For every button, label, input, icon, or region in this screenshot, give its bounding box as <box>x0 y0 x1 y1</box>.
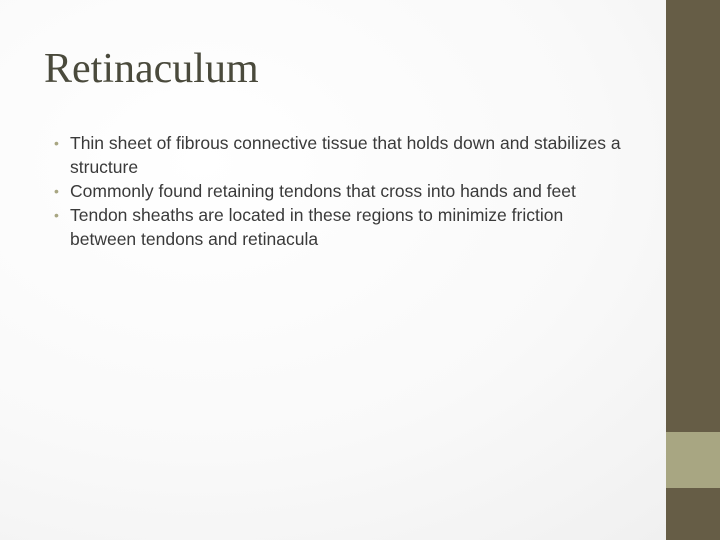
side-decoration-bar <box>666 0 720 540</box>
bullet-item <box>54 131 624 179</box>
bullet-dot-icon: • <box>54 183 59 199</box>
bullet-text: Tendon sheaths are located in these regions to minimize friction between tendons and retinacula <box>70 205 564 249</box>
bullet-item <box>54 203 624 251</box>
side-accent-stripe <box>666 432 720 488</box>
bullet-text: Commonly found retaining tendons that cross into hands and feet <box>70 181 576 201</box>
bullet-dot-icon: • <box>54 207 59 223</box>
bullet-text: Thin sheet of fibrous connective tissue that holds down and stabilizes a structure <box>70 133 621 177</box>
slide-title: Retinaculum <box>44 46 259 92</box>
bullet-dot-icon: • <box>54 135 59 151</box>
bullet-list <box>54 131 624 251</box>
bullet-item <box>54 179 624 203</box>
